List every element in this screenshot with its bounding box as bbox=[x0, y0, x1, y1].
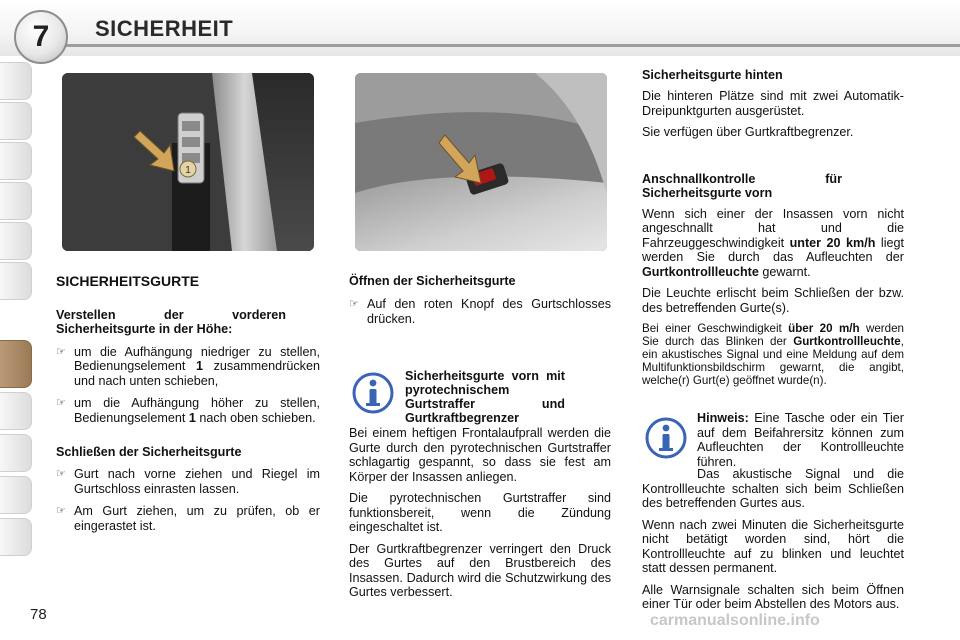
pretensioner-text bbox=[349, 426, 611, 607]
list-item bbox=[56, 396, 320, 425]
side-tab[interactable] bbox=[0, 142, 32, 180]
buckle-release-photo bbox=[355, 73, 607, 251]
paragraph: Sie verfügen über Gurtkraftbegrenzer. bbox=[642, 125, 854, 139]
side-tab[interactable] bbox=[0, 518, 32, 556]
speed-value: unter 20 km/h bbox=[789, 235, 876, 250]
info-icon bbox=[352, 372, 394, 414]
text: gewarnt. bbox=[758, 264, 811, 279]
column-middle bbox=[349, 274, 611, 334]
warning-paragraph bbox=[642, 207, 904, 280]
warning-paragraph bbox=[642, 322, 904, 387]
text: Wenn sich einer der Insassen vorn nicht angeschnallt hat und die Fahrzeuggeschwindigkeit bbox=[642, 206, 904, 250]
side-tab[interactable] bbox=[0, 392, 32, 430]
control-number: 1 bbox=[195, 359, 203, 373]
side-tab[interactable] bbox=[0, 262, 32, 300]
side-tab-active[interactable] bbox=[0, 340, 32, 388]
bullet-text: zusammendrücken und nach unten schieben, bbox=[74, 359, 320, 388]
paragraph: Wenn nach zwei Minuten die Sicherheitsgurte nicht betätigt worden sind, hört die Kontrollleuchte auf zu blinken und leuchtet statt dessen permanent. bbox=[642, 517, 904, 575]
paragraph: Alle Warnsignale schalten sich beim Öffnen einer Tür oder beim Abstellen des Motors aus. bbox=[642, 582, 904, 611]
text: Eine Tasche oder ein Tier auf dem Beifahrersitz können zum Aufleuchten der Kontrollleuchte führen. bbox=[697, 411, 904, 469]
side-tab[interactable] bbox=[0, 182, 32, 220]
chapter-number-badge: 7 bbox=[14, 10, 68, 64]
list-item bbox=[56, 504, 320, 533]
bullet-text: Gurt nach vorne ziehen und Riegel im Gurtschloss einrasten lassen. bbox=[74, 467, 320, 496]
section-title: SICHERHEITSGURTE bbox=[56, 273, 200, 289]
pretensioner-heading-box bbox=[405, 369, 565, 425]
paragraph: Die hinteren Plätze sind mit zwei Automatik-Dreipunktgurten ausgerüstet. bbox=[642, 89, 904, 118]
list-item bbox=[56, 345, 320, 389]
warning-lamp-name: Gurtkontrollleuchte bbox=[793, 335, 901, 348]
warning-heading: Anschnallkontrolle für Sicherheitsgurte vorn bbox=[642, 171, 842, 200]
control-number: 1 bbox=[188, 410, 196, 425]
paragraph: Die pyrotechnischen Gurtstraffer sind funktionsbereit, wenn die Zündung eingeschaltet ist. bbox=[349, 491, 611, 534]
bullet-text: Auf den roten Knopf des Gurtschlosses drücken. bbox=[367, 297, 611, 326]
note-label: Hinweis: bbox=[697, 411, 749, 425]
belt-adjuster-illustration bbox=[62, 73, 314, 251]
pretensioner-heading: Sicherheitsgurte vorn mit pyrotechnischem Gurtstraffer und Gurtkraftbegrenzer bbox=[405, 369, 565, 425]
list-item bbox=[56, 467, 320, 496]
adjust-heading: Verstellen der vorderen Sicherheitsgurte in der Höhe: bbox=[56, 307, 286, 336]
speed-value: über 20 m/h bbox=[788, 322, 860, 335]
note-text bbox=[642, 467, 904, 619]
adjust-bullets bbox=[56, 345, 320, 426]
text: liegt werden Sie durch das Aufleuchten der bbox=[642, 235, 905, 264]
pointing-hand-icon: ☞ bbox=[56, 345, 66, 358]
pointing-hand-icon: ☞ bbox=[349, 298, 359, 310]
column-left bbox=[56, 274, 320, 541]
paragraph: Bei einem heftigen Frontalaufprall werden die Gurte durch den pyrotechnischen Gurtstraffer schlagartig gespannt, so dass sie fest am Körper der Insassen anliegen. bbox=[349, 426, 611, 484]
text: werden Sie durch das Blinken der bbox=[642, 322, 904, 348]
close-bullets bbox=[56, 467, 320, 533]
text: Bei einer Geschwindigkeit bbox=[642, 322, 789, 335]
side-tab[interactable] bbox=[0, 222, 32, 260]
note-paragraph bbox=[697, 411, 904, 469]
open-heading: Öffnen der Sicherheitsgurte bbox=[349, 274, 516, 288]
bullet-text: Am Gurt ziehen, um zu prüfen, ob er eingerastet ist. bbox=[74, 504, 320, 533]
pointing-hand-icon: ☞ bbox=[56, 505, 66, 517]
page-number: 78 bbox=[30, 606, 47, 623]
text: , ein akustisches Signal und eine Meldung auf dem Multifunktionsbildschirm gewarnt, die angibt, welche(r) Gurt(e) geöffnet wurde(n). bbox=[642, 335, 904, 387]
side-tab[interactable] bbox=[0, 434, 32, 472]
list-item bbox=[349, 297, 611, 326]
watermark: carmanualsonline.info bbox=[650, 612, 820, 629]
side-tab[interactable] bbox=[0, 102, 32, 140]
buckle-illustration bbox=[355, 73, 607, 251]
belt-height-adjuster-photo bbox=[62, 73, 314, 251]
header-rule bbox=[60, 44, 960, 47]
pointing-hand-icon: ☞ bbox=[56, 468, 66, 480]
side-tab[interactable] bbox=[0, 62, 32, 100]
paragraph: Die Leuchte erlischt beim Schließen der bzw. des betreffenden Gurte(s). bbox=[642, 286, 904, 315]
bullet-text: um die Aufhängung höher zu stellen, Bedienungselement bbox=[74, 396, 320, 425]
bullet-text: um die Aufhängung niedriger zu stellen, Bedienungselement bbox=[74, 344, 320, 373]
callout-number: 1 bbox=[185, 165, 191, 176]
pointing-hand-icon: ☞ bbox=[56, 397, 66, 409]
chapter-side-tabs bbox=[0, 62, 34, 582]
bullet-text: nach oben schieben. bbox=[195, 410, 316, 425]
rear-heading: Sicherheitsgurte hinten bbox=[642, 68, 783, 82]
close-heading: Schließen der Sicherheitsgurte bbox=[56, 445, 242, 459]
warning-lamp-name: Gurtkontrollleuchte bbox=[642, 264, 759, 279]
side-tab[interactable] bbox=[0, 476, 32, 514]
column-right bbox=[642, 68, 904, 394]
info-icon bbox=[645, 417, 687, 459]
chapter-title: SICHERHEIT bbox=[95, 16, 234, 41]
paragraph: Der Gurtkraftbegrenzer verringert den Druck des Gurtes auf den Brustbereich des Insassen. Dadurch wird die Schutzwirkung des Gurtes verbessert. bbox=[349, 541, 611, 599]
paragraph: Das akustische Signal und die Kontrollleuchte schalten sich beim Schließen des betreffenden Gurtes aus. bbox=[642, 467, 904, 510]
